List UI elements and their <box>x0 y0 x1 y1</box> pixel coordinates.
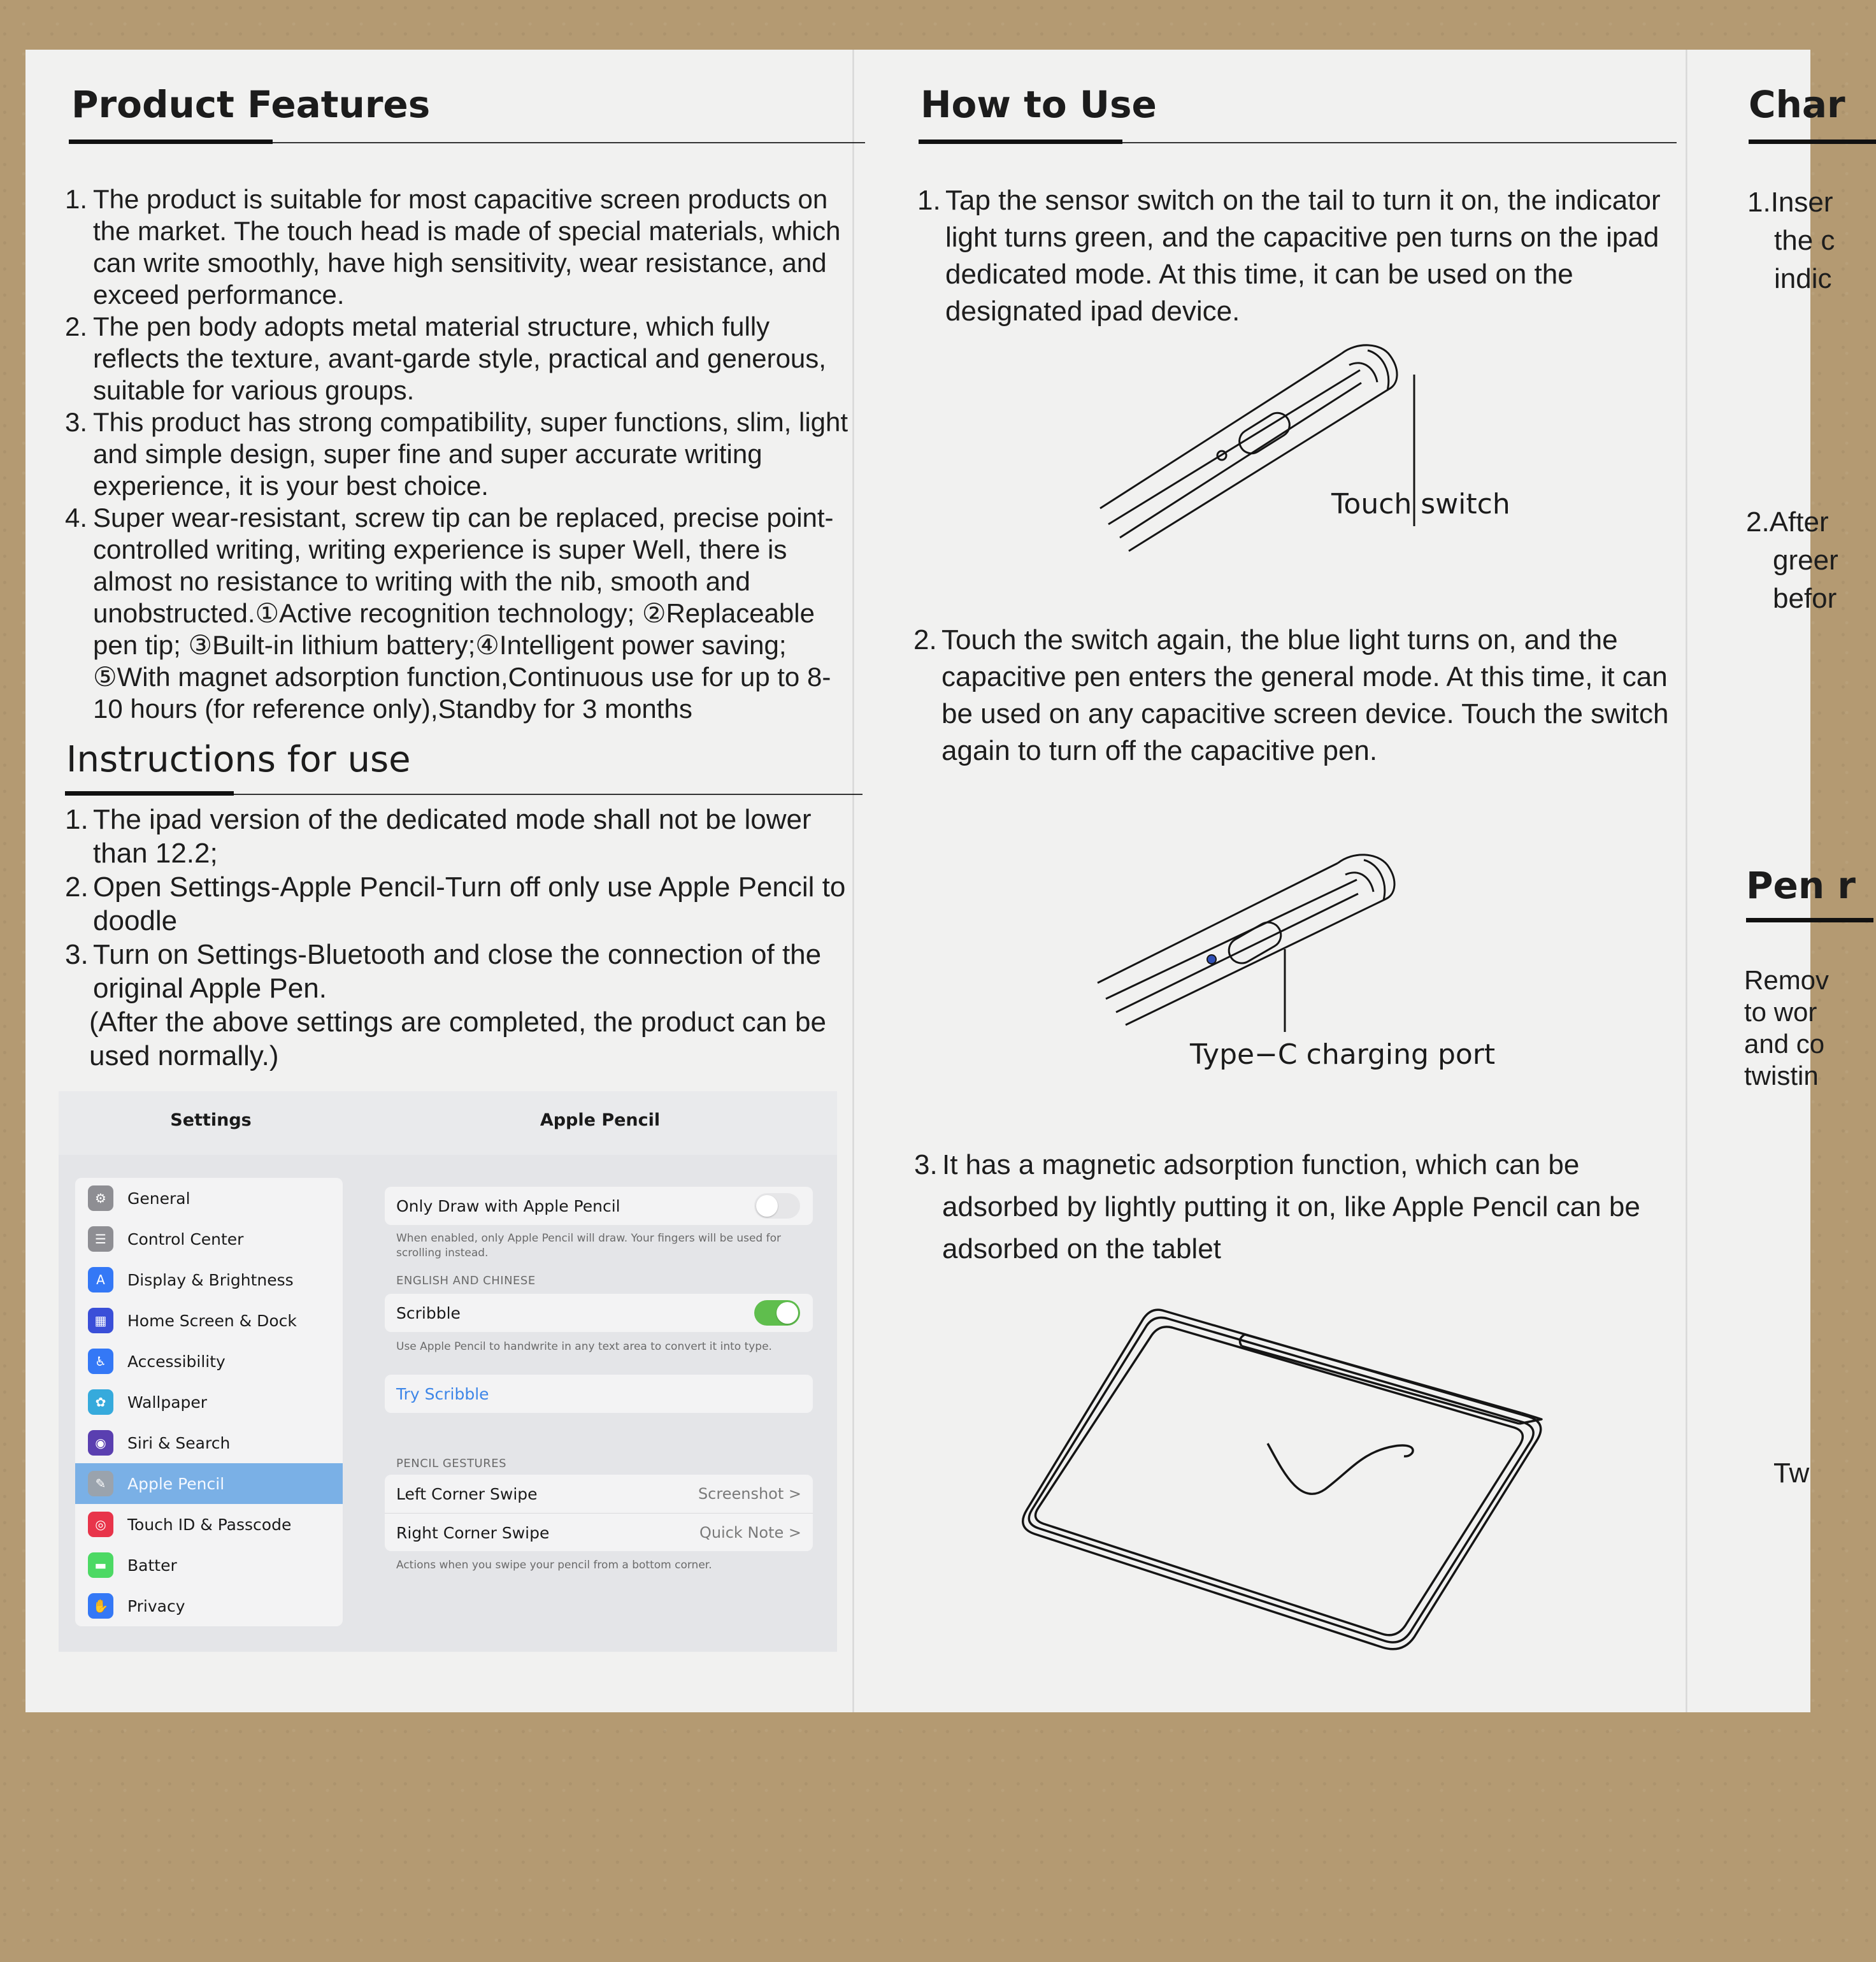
settings-menu-item-label: Control Center <box>127 1229 244 1249</box>
features-item-1: 1. The product is suitable for most capacitive screen products on the market. The touch head is made of special materials, which can write smoothly, have high sensitivity, wear resistance, and exceed performance. <box>65 184 841 310</box>
scribble-row[interactable] <box>385 1294 813 1332</box>
language-caption: ENGLISH AND CHINESE <box>396 1274 536 1287</box>
settings-menu-item-label: Touch ID & Passcode <box>127 1515 292 1534</box>
settings-menu-item[interactable] <box>75 1341 343 1382</box>
left-corner-swipe-label: Left Corner Swipe <box>396 1484 538 1503</box>
tablet-with-pen-illustration <box>854 50 1687 1712</box>
only-draw-toggle[interactable] <box>754 1193 800 1219</box>
battery-icon: ▬ <box>88 1552 113 1578</box>
features-item-4: 4. Super wear-resistant, screw tip can be replaced, precise point-controlled writing, writing experience is super Well, there is almost no resistance to writing with the nib, smooth and unobstructed.①Active recognition technology; ②Replaceable pen tip; ③Built-in lithium battery;④Intelligent power saving; ⑤With magnet adsorption function,Continuous use for up to 8-10 hours (for reference only),Standby for 3 months <box>65 503 834 724</box>
gear-icon: ⚙ <box>88 1185 113 1211</box>
settings-left-title: Settings <box>170 1110 252 1130</box>
home-screen-icon: ▦ <box>88 1308 113 1333</box>
right-corner-swipe-label: Right Corner Swipe <box>396 1523 550 1542</box>
settings-menu-item[interactable] <box>75 1504 343 1545</box>
instructions-item-1: 1. The ipad version of the dedicated mode shall not be lower than 12.2; <box>65 804 812 869</box>
settings-menu-item-label: Accessibility <box>127 1352 226 1371</box>
try-scribble-card <box>385 1375 813 1413</box>
only-draw-label: Only Draw with Apple Pencil <box>396 1196 620 1215</box>
instructions-title: Instructions for use <box>66 739 411 780</box>
left-corner-swipe-value: Screenshot > <box>698 1485 801 1503</box>
settings-menu-item-label: Apple Pencil <box>127 1474 225 1493</box>
touch-switch-label: Touch switch <box>1331 488 1510 520</box>
how-to-use-title: How to Use <box>920 83 1157 126</box>
right-corner-swipe-row[interactable] <box>385 1514 813 1552</box>
settings-right-header <box>363 1091 837 1155</box>
settings-menu-item-label: General <box>127 1189 190 1208</box>
instructions-note: (After the above settings are completed, the product can be used normally.) <box>89 1006 826 1071</box>
instruction-leaflet <box>25 50 1856 1712</box>
twist-label-partial: Tw <box>1773 1457 1810 1489</box>
try-scribble-link[interactable]: Try Scribble <box>396 1384 489 1403</box>
charging-step-1-partial: 1.Inser the c indic <box>1747 187 1835 294</box>
how-to-use-step-1: 1. Tap the sensor switch on the tail to turn it on, the indicator light turns green, and the capacitive pen turns on the ipad dedicated mode. At this time, it can be used on the designated ipad device. <box>917 185 1661 327</box>
settings-menu-item[interactable] <box>75 1586 343 1626</box>
gestures-card <box>385 1475 813 1551</box>
panel-product-features <box>25 50 854 1712</box>
scribble-label: Scribble <box>396 1303 461 1322</box>
settings-menu-item-label: Wallpaper <box>127 1393 208 1412</box>
siri-icon: ◉ <box>88 1430 113 1456</box>
settings-menu-item-label: Home Screen & Dock <box>127 1311 297 1330</box>
scribble-card <box>385 1294 813 1332</box>
control-center-icon: ☰ <box>88 1226 113 1252</box>
features-list <box>65 183 855 725</box>
features-item-3: 3. This product has strong compatibility, super functions, slim, light and simple design, super fine and super accurate writing experience, it is your best choice. <box>65 407 848 501</box>
wallpaper-icon: ✿ <box>88 1389 113 1415</box>
pen-refill-title-accent <box>1746 918 1873 922</box>
features-title-accent <box>69 140 273 144</box>
right-corner-swipe-value: Quick Note > <box>699 1524 801 1542</box>
instructions-item-3: 3. Turn on Settings-Bluetooth and close the connection of the original Apple Pen. <box>65 939 822 1004</box>
pen-refill-title-partial: Pen r <box>1746 864 1856 907</box>
display-icon: A <box>88 1267 113 1292</box>
privacy-hand-icon: ✋ <box>88 1593 113 1619</box>
instructions-title-accent <box>65 791 234 796</box>
pen-refill-text-partial: Remov to wor and co twistin <box>1744 965 1829 1091</box>
how-to-use-step-3: 3. It has a magnetic adsorption function, which can be adsorbed by lightly putting it on, like Apple Pencil can be adsorbed on the tablet <box>914 1149 1640 1264</box>
settings-menu-item[interactable] <box>75 1219 343 1259</box>
only-draw-row[interactable] <box>385 1187 813 1225</box>
settings-menu-item[interactable] <box>75 1545 343 1586</box>
left-corner-swipe-row[interactable] <box>385 1475 813 1514</box>
only-draw-note: When enabled, only Apple Pencil will draw. Your fingers will be used for scrolling instead. <box>396 1232 781 1259</box>
settings-menu-item[interactable] <box>75 1300 343 1341</box>
instructions-list <box>65 803 855 1073</box>
settings-left-header <box>59 1091 363 1155</box>
settings-menu-item-label: Display & Brightness <box>127 1270 294 1289</box>
charging-step-2-partial: 2.After greer befor <box>1746 506 1838 614</box>
settings-menu-item-label: Siri & Search <box>127 1433 231 1452</box>
settings-menu-item[interactable] <box>75 1422 343 1463</box>
charging-port-label: Type−C charging port <box>1190 1038 1496 1071</box>
pencil-icon: ✎ <box>88 1471 113 1496</box>
settings-screenshot <box>59 1091 837 1652</box>
only-draw-card <box>385 1187 813 1225</box>
features-item-2: 2. The pen body adopts metal material structure, which fully reflects the texture, avant-garde style, practical and generous, suitable for various groups. <box>65 311 826 405</box>
panel-partial-next-page <box>1687 50 1856 1712</box>
settings-menu-item[interactable] <box>75 1259 343 1300</box>
settings-menu-item[interactable] <box>75 1178 343 1219</box>
settings-right-title: Apple Pencil <box>540 1110 661 1130</box>
accessibility-icon: ♿ <box>88 1349 113 1374</box>
scribble-toggle[interactable] <box>754 1300 800 1326</box>
settings-menu-item-label: Privacy <box>127 1596 185 1615</box>
settings-menu-item-label: Batter <box>127 1556 177 1575</box>
settings-menu-item[interactable] <box>75 1382 343 1422</box>
gestures-note: Actions when you swipe your pencil from a bottom corner. <box>396 1559 712 1572</box>
panel-how-to-use <box>854 50 1687 1712</box>
gestures-caption: PENCIL GESTURES <box>396 1457 507 1470</box>
settings-menu-item[interactable] <box>75 1463 343 1504</box>
charging-title-partial: Char <box>1749 83 1845 126</box>
instructions-item-2: 2. Open Settings-Apple Pencil-Turn off only use Apple Pencil to doodle <box>65 871 846 936</box>
charging-title-accent <box>1749 140 1876 144</box>
scribble-note: Use Apple Pencil to handwrite in any text area to convert it into type. <box>396 1340 772 1353</box>
how-to-use-step-2: 2. Touch the switch again, the blue light turns on, and the capacitive pen enters the general mode. At this time, it can be used on any capacitive screen device. Touch the switch again to turn off the capacitive pen. <box>913 624 1669 766</box>
settings-menu <box>75 1178 343 1626</box>
fingerprint-icon: ◎ <box>88 1512 113 1537</box>
features-title: Product Features <box>71 83 431 126</box>
